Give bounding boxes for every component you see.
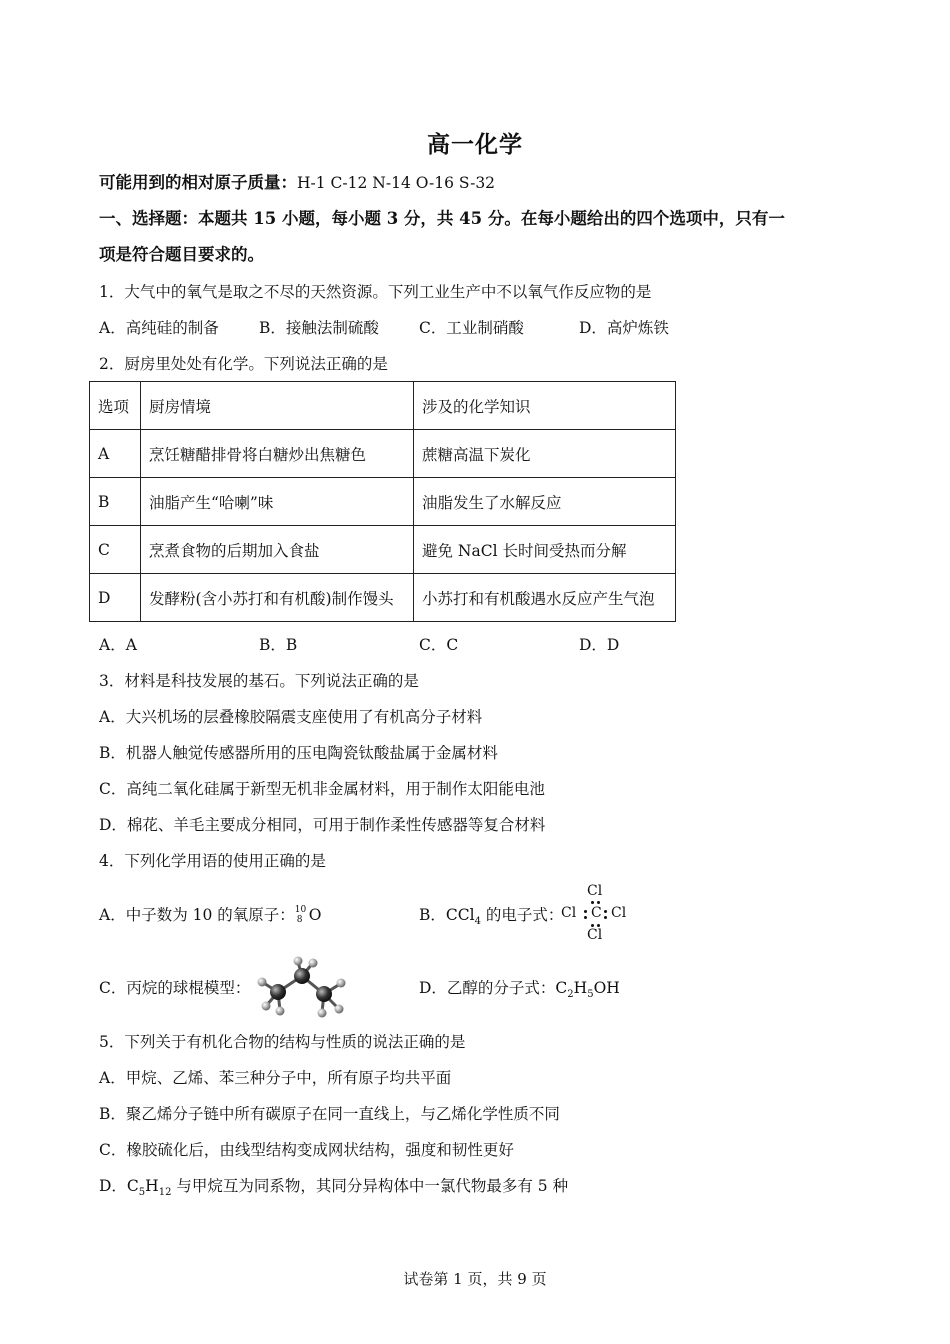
q5-option-b: B．聚乙烯分子链中所有碳原子在同一直线上，与乙烯化学性质不同 xyxy=(99,1105,560,1123)
ccl4-electron-formula xyxy=(559,884,639,944)
electron-dot xyxy=(591,924,594,927)
hydrogen-atom xyxy=(294,957,303,966)
table-row xyxy=(90,430,676,478)
q4-option-b-sub: 4 xyxy=(474,916,481,928)
table-cell: 避免 NaCl 长时间受热而分解 xyxy=(414,526,676,574)
lewis-cl-top: Cl xyxy=(587,883,603,899)
section1-heading-line1: 一、选择题：本题共 15 小题，每小题 3 分，共 45 分。在每小题给出的四个选项中，只有一 xyxy=(99,209,785,228)
table-cell: A xyxy=(90,430,141,478)
lewis-cl-left: Cl xyxy=(561,905,577,921)
table-cell: B xyxy=(90,478,141,526)
electron-dot xyxy=(604,910,607,913)
table-cell: 烹饪糖醋排骨将白糖炒出焦糖色 xyxy=(141,430,414,478)
electron-dot xyxy=(591,901,594,904)
carbon-atom xyxy=(294,968,310,984)
q4-option-b-post: 的电子式： xyxy=(480,906,564,924)
q3-option-a: A．大兴机场的层叠橡胶隔震支座使用了有机高分子材料 xyxy=(99,708,483,726)
table-cell: 发酵粉(含小苏打和有机酸)制作馒头 xyxy=(141,574,414,622)
q3-stem: 3．材料是科技发展的基石。下列说法正确的是 xyxy=(99,672,419,690)
q5-stem: 5．下列关于有机化合物的结构与性质的说法正确的是 xyxy=(99,1033,466,1051)
table-cell: D xyxy=(90,574,141,622)
mass-number: 10 xyxy=(294,905,307,915)
q4-option-b xyxy=(419,905,563,932)
q1-option-b: B．接触法制硫酸 xyxy=(259,319,379,337)
section1-heading-line2: 项是符合题目要求的。 xyxy=(99,245,264,264)
electron-dot xyxy=(584,910,587,913)
q2-option-d: D．D xyxy=(579,636,620,654)
table-cell: 油脂产生“哈喇”味 xyxy=(141,478,414,526)
q2-option-a: A．A xyxy=(99,636,137,654)
q1-option-a: A．高纯硅的制备 xyxy=(99,319,219,337)
atomic-mass-label: 可能用到的相对原子质量： xyxy=(99,173,297,192)
formula-part: H xyxy=(573,979,588,997)
page-title: 高一化学 xyxy=(427,131,523,158)
q4-option-c: C．丙烷的球棍模型： xyxy=(99,979,251,997)
q2-option-b: B．B xyxy=(259,636,298,654)
lewis-c-center: C xyxy=(591,905,602,921)
hydrogen-atom xyxy=(318,1009,327,1018)
q4-stem: 4．下列化学用语的使用正确的是 xyxy=(99,852,326,870)
q1-option-c: C．工业制硝酸 xyxy=(419,319,524,337)
q4-option-b-pre: B．CCl xyxy=(419,906,475,924)
table-row xyxy=(90,574,676,622)
formula-subscript: 5 xyxy=(587,989,594,1001)
q5-option-c: C．橡胶硫化后，由线型结构变成网状结构，强度和韧性更好 xyxy=(99,1141,514,1159)
formula-part: H xyxy=(145,1177,159,1195)
lewis-cl-right: Cl xyxy=(611,905,627,921)
formula-subscript: 2 xyxy=(567,989,574,1001)
table-header-cell: 涉及的化学知识 xyxy=(414,382,676,430)
electron-dot xyxy=(597,901,600,904)
nuclide-notation xyxy=(295,906,309,926)
hydrogen-atom xyxy=(276,1007,285,1016)
table-header-cell: 选项 xyxy=(90,382,141,430)
hydrogen-atom xyxy=(258,978,267,987)
q4-option-a xyxy=(99,905,322,926)
q2-option-c: C．C xyxy=(419,636,459,654)
electron-dot xyxy=(597,924,600,927)
q2-table xyxy=(89,381,676,622)
formula-subscript: 12 xyxy=(158,1187,172,1199)
table-row xyxy=(90,526,676,574)
carbon-atom xyxy=(270,984,286,1000)
table-cell: 蔗糖高温下炭化 xyxy=(414,430,676,478)
electron-dot xyxy=(584,916,587,919)
hydrogen-atom xyxy=(262,1002,271,1011)
formula-subscript: 5 xyxy=(138,1187,146,1199)
q3-option-c: C．高纯二氧化硅属于新型无机非金属材料，用于制作太阳能电池 xyxy=(99,780,545,798)
q1-option-d: D．高炉炼铁 xyxy=(579,319,669,337)
q3-option-d: D．棉花、羊毛主要成分相同，可用于制作柔性传感器等复合材料 xyxy=(99,816,546,834)
q4-option-d xyxy=(419,978,620,1005)
q3-option-b: B．机器人触觉传感器所用的压电陶瓷钛酸盐属于金属材料 xyxy=(99,744,498,762)
hydrogen-atom xyxy=(335,1005,344,1014)
atomic-mass-line xyxy=(99,173,495,193)
q5-option-a: A．甲烷、乙烯、苯三种分子中，所有原子均共平面 xyxy=(99,1069,452,1087)
formula-part: OH xyxy=(593,979,620,997)
electron-dot xyxy=(604,916,607,919)
q2-stem: 2．厨房里处处有化学。下列说法正确的是 xyxy=(99,355,388,373)
page-footer: 试卷第 1 页，共 9 页 xyxy=(403,1270,547,1288)
lewis-cl-bottom: Cl xyxy=(587,927,603,943)
table-row xyxy=(90,478,676,526)
formula-part: 与甲烷互为同系物，其同分异构体中一氯代物最多有 5 种 xyxy=(171,1177,569,1195)
hydrogen-atom xyxy=(309,959,318,968)
atomic-mass-values: H-1 C-12 N-14 O-16 S-32 xyxy=(297,174,496,192)
q5-option-d xyxy=(99,1176,568,1203)
propane-ball-stick-model xyxy=(252,954,352,1020)
table-cell: C xyxy=(90,526,141,574)
table-cell: 小苏打和有机酸遇水反应产生气泡 xyxy=(414,574,676,622)
atomic-number: 8 xyxy=(296,915,303,925)
table-cell: 油脂发生了水解反应 xyxy=(414,478,676,526)
hydrogen-atom xyxy=(337,979,346,988)
table-header-row xyxy=(90,382,676,430)
table-header-cell: 厨房情境 xyxy=(141,382,414,430)
element-symbol: O xyxy=(308,906,322,924)
q4-option-a-text: A．中子数为 10 的氧原子： xyxy=(99,906,295,924)
table-cell: 烹煮食物的后期加入食盐 xyxy=(141,526,414,574)
carbon-atom xyxy=(316,986,332,1002)
q1-stem: 1．大气中的氧气是取之不尽的天然资源。下列工业生产中不以氧气作反应物的是 xyxy=(99,283,652,301)
formula-part: D．乙醇的分子式：C xyxy=(419,979,568,997)
formula-part: D．C xyxy=(99,1177,139,1195)
